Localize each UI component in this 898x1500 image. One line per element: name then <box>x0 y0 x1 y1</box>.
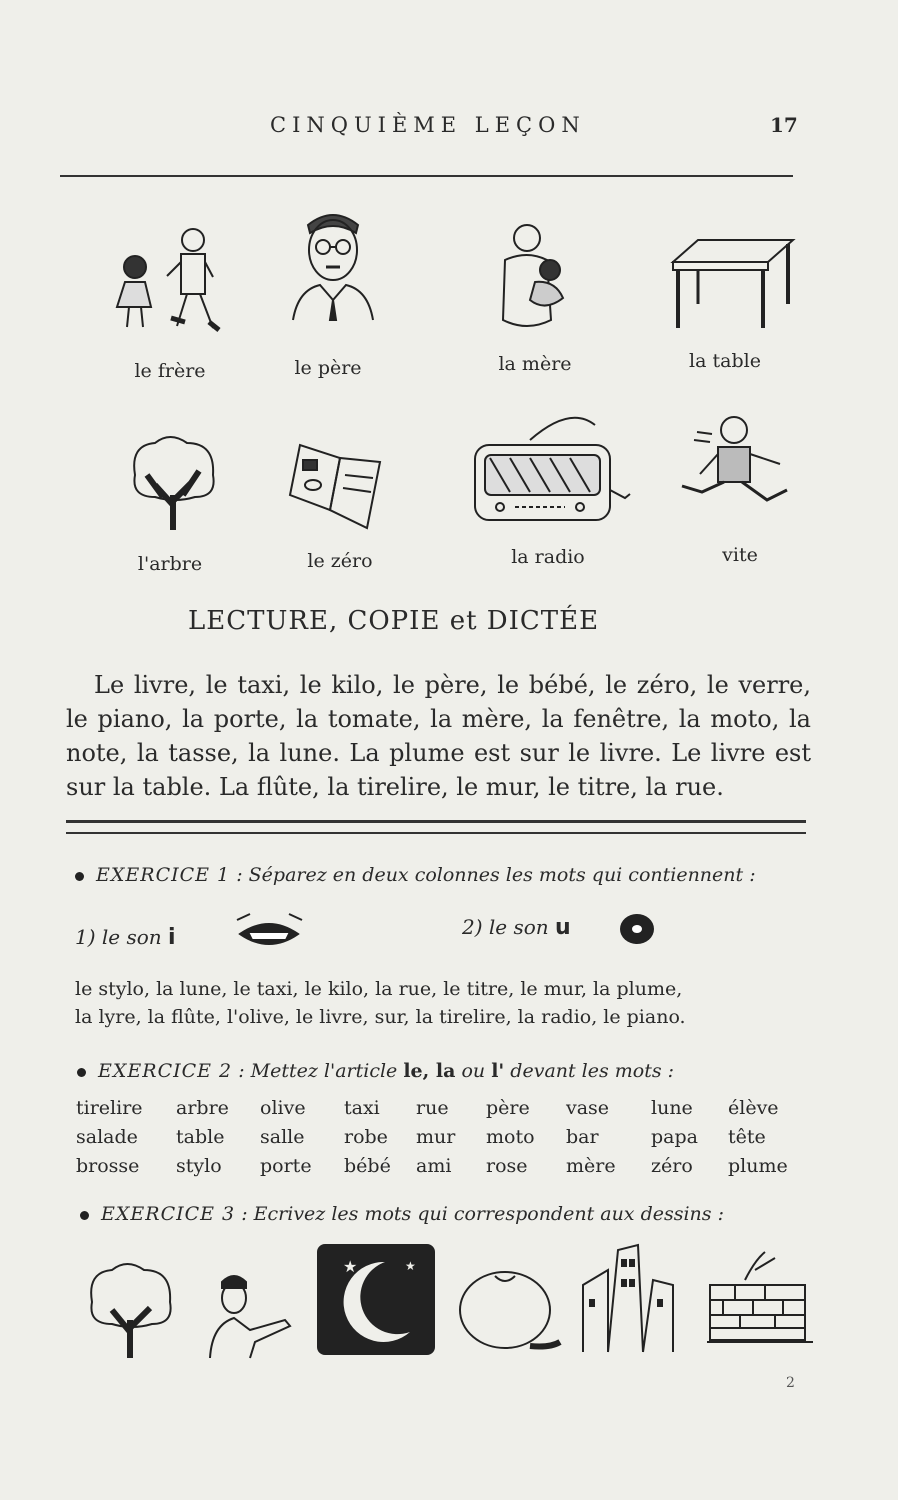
moon-night-icon <box>315 1242 437 1361</box>
grid-word: taxi <box>344 1097 380 1119</box>
exercise-1-words-line1: le stylo, la lune, le taxi, le kilo, la rue, le titre, le mur, la plume, <box>75 978 683 1000</box>
grid-word: moto <box>486 1126 535 1148</box>
sound-u-letter: u <box>555 915 571 940</box>
boy-and-girl-icon <box>105 222 235 341</box>
mother-with-baby-icon <box>485 220 575 339</box>
grid-word: bébé <box>344 1155 391 1177</box>
tomato-icon <box>455 1268 565 1362</box>
grid-word: stylo <box>176 1155 222 1177</box>
exercise-1-instruction: : Séparez en deux colonnes les mots qui contiennent : <box>236 864 756 886</box>
rounded-lips-icon <box>617 910 657 952</box>
table-icon <box>668 232 798 336</box>
lesson-title: CINQUIÈME LEÇON <box>270 113 586 137</box>
grid-word: rose <box>486 1155 528 1177</box>
man-pointing-icon <box>200 1270 295 1364</box>
section-divider <box>66 820 806 834</box>
word-column <box>486 1094 535 1181</box>
open-book-icon <box>285 440 385 539</box>
bullet-icon <box>77 1068 86 1077</box>
wall-icon <box>705 1250 815 1354</box>
lecture-title: LECTURE, COPIE et DICTÉE <box>188 606 600 636</box>
grid-word: tête <box>728 1126 766 1148</box>
header-rule <box>60 175 793 177</box>
grid-word: arbre <box>176 1097 229 1119</box>
svg-text:★: ★ <box>405 1259 416 1273</box>
word-column <box>728 1094 788 1181</box>
page-header <box>0 113 898 143</box>
exercise-2-instruction-a: : Mettez l'article <box>238 1060 398 1082</box>
exercise-3-instruction: : Ecrivez les mots qui correspondent aux dessins : <box>241 1203 724 1225</box>
smiling-mouth-icon <box>232 912 307 961</box>
word-vite: vite <box>722 544 758 566</box>
exercise-3-heading <box>80 1203 724 1225</box>
grid-word: brosse <box>76 1155 140 1177</box>
sound-u-label: 2) le son <box>462 915 549 939</box>
grid-word: plume <box>728 1155 788 1177</box>
street-buildings-icon <box>578 1240 678 1359</box>
grid-word: salle <box>260 1126 305 1148</box>
grid-word: vase <box>566 1097 610 1119</box>
exercise-2-instruction-c: ou <box>461 1060 486 1082</box>
sound-i <box>75 925 176 950</box>
lecture-text <box>66 668 811 804</box>
exercise-1-words-line2: la lyre, la flûte, l'olive, le livre, sur, la tirelire, la radio, le piano. <box>75 1006 686 1028</box>
sound-i-label: 1) le son <box>75 925 162 949</box>
sound-i-letter: i <box>168 925 176 950</box>
word-column <box>651 1094 698 1181</box>
exercise-1-heading <box>75 864 756 886</box>
word-le-pere: le père <box>294 357 362 379</box>
word-column <box>416 1094 455 1181</box>
exercise-2-heading <box>77 1060 674 1082</box>
tree-icon <box>82 1262 177 1366</box>
grid-word: rue <box>416 1097 449 1119</box>
word-column <box>76 1094 143 1181</box>
running-boy-icon <box>672 412 797 521</box>
grid-word: mère <box>566 1155 616 1177</box>
grid-word: porte <box>260 1155 312 1177</box>
bullet-icon <box>80 1211 89 1220</box>
page-number: 17 <box>770 113 798 137</box>
word-column <box>176 1094 229 1181</box>
tree-icon <box>125 435 220 539</box>
grid-word: zéro <box>651 1155 693 1177</box>
word-column <box>260 1094 312 1181</box>
grid-word: robe <box>344 1126 388 1148</box>
word-la-table: la table <box>689 350 761 372</box>
father-portrait-icon <box>288 205 378 329</box>
grid-word: table <box>176 1126 225 1148</box>
word-column <box>566 1094 616 1181</box>
svg-text:★: ★ <box>343 1257 358 1276</box>
word-larbre: l'arbre <box>137 553 203 575</box>
word-le-zero: le zéro <box>307 550 373 572</box>
grid-word: tirelire <box>76 1097 143 1119</box>
word-le-frere: le frère <box>134 360 206 382</box>
bullet-icon <box>75 872 84 881</box>
word-column <box>344 1094 391 1181</box>
exercise-2-article-l: l' <box>491 1060 505 1082</box>
radio-icon <box>470 410 635 529</box>
grid-word: bar <box>566 1126 599 1148</box>
sound-u <box>462 915 571 940</box>
grid-word: olive <box>260 1097 306 1119</box>
exercise-2-label: EXERCICE 2 <box>98 1060 233 1082</box>
grid-word: lune <box>651 1097 693 1119</box>
lecture-paragraph: Le livre, le taxi, le kilo, le père, le bébé, le zéro, le verre, le piano, la porte, la tomate, la mère, la fenêtre, la moto, la note, la tasse, la lune. La plume est sur le livre. Le livre est sur la table. La flûte, la tirelire, le mur, le titre, la rue. <box>66 671 811 801</box>
grid-word: salade <box>76 1126 138 1148</box>
word-la-mere: la mère <box>498 353 572 375</box>
grid-word: élève <box>728 1097 779 1119</box>
page-signature: 2 <box>786 1375 795 1391</box>
grid-word: mur <box>416 1126 456 1148</box>
exercise-2-instruction-e: devant les mots : <box>510 1060 675 1082</box>
exercise-1-label: EXERCICE 1 <box>96 864 231 886</box>
grid-word: papa <box>651 1126 698 1148</box>
grid-word: père <box>486 1097 530 1119</box>
exercise-3-label: EXERCICE 3 <box>101 1203 236 1225</box>
grid-word: ami <box>416 1155 452 1177</box>
word-la-radio: la radio <box>511 546 585 568</box>
exercise-2-articles: le, la <box>403 1060 456 1082</box>
